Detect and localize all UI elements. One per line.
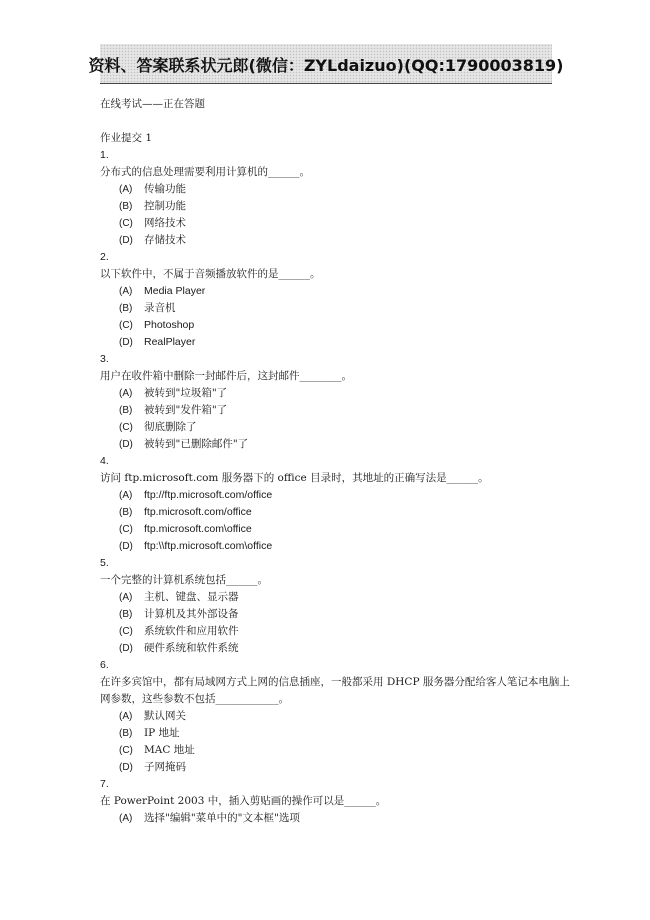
option-letter: (C): [119, 422, 133, 433]
option-letter: (D): [119, 235, 133, 246]
question-text: 访问 ftp.microsoft.com 服务器下的 office 目录时，其地址的正确写法是______。: [100, 472, 489, 484]
option-text: 彻底删除了: [144, 421, 197, 433]
question-number: 2.: [100, 251, 109, 263]
option-letter: (C): [119, 320, 133, 331]
option-d[interactable]: [100, 640, 570, 657]
option-b[interactable]: [100, 300, 570, 317]
banner-text: 资料、答案联系状元郎(微信：ZYLdaizuo)(QQ:1790003819): [88, 55, 564, 75]
question-5: [100, 555, 570, 657]
option-text: 主机、键盘、显示器: [144, 591, 239, 603]
question-text: 一个完整的计算机系统包括______。: [100, 574, 268, 586]
option-a[interactable]: [100, 487, 570, 504]
question-number: 4.: [100, 455, 109, 467]
section-title: 作业提交 1: [100, 132, 153, 144]
question-1: [100, 147, 570, 249]
option-text: 被转到"垃圾箱"了: [144, 387, 228, 399]
option-b[interactable]: [100, 504, 570, 521]
spacer: [100, 113, 570, 130]
option-letter: (A): [119, 813, 133, 824]
option-d[interactable]: [100, 436, 570, 453]
question-text: 在 PowerPoint 2003 中，插入剪贴画的操作可以是______。: [100, 795, 387, 807]
question-number: 1.: [100, 149, 109, 161]
question-text: 分布式的信息处理需要利用计算机的______。: [100, 166, 310, 178]
option-text: 选择"编辑"菜单中的"文本框"选项: [144, 812, 300, 824]
option-text: ftp://ftp.microsoft.com/office: [144, 489, 273, 501]
option-letter: (D): [119, 541, 133, 552]
question-2: [100, 249, 570, 351]
option-text: ftp:\\ftp.microsoft.com\office: [144, 540, 273, 552]
option-letter: (C): [119, 745, 133, 756]
option-a[interactable]: [100, 589, 570, 606]
question-3: [100, 351, 570, 453]
option-letter: (A): [119, 592, 133, 603]
option-d[interactable]: [100, 232, 570, 249]
question-number: 6.: [100, 659, 109, 671]
option-letter: (A): [119, 711, 133, 722]
question-number: 5.: [100, 557, 109, 569]
option-b[interactable]: [100, 198, 570, 215]
option-text: IP 地址: [144, 727, 180, 739]
banner-divider: [100, 83, 552, 84]
option-c[interactable]: [100, 742, 570, 759]
option-b[interactable]: [100, 402, 570, 419]
question-text: 以下软件中，不属于音频播放软件的是______。: [100, 268, 321, 280]
question-number: 3.: [100, 353, 109, 365]
option-text: 录音机: [144, 302, 176, 314]
option-a[interactable]: [100, 708, 570, 725]
option-c[interactable]: [100, 623, 570, 640]
option-letter: (D): [119, 762, 133, 773]
option-text: Media Player: [144, 285, 206, 297]
option-text: 被转到"已删除邮件"了: [144, 438, 249, 450]
option-letter: (B): [119, 507, 133, 518]
option-text: 硬件系统和软件系统: [144, 642, 239, 654]
option-text: 计算机及其外部设备: [144, 608, 239, 620]
option-letter: (B): [119, 609, 133, 620]
question-text: 在许多宾馆中，都有局域网方式上网的信息插座，一般都采用 DHCP 服务器分配给客人笔记本电脑上网参数，这些参数不包括____________。: [100, 676, 570, 705]
option-letter: (A): [119, 388, 133, 399]
question-7: [100, 776, 570, 827]
option-text: 网络技术: [144, 217, 186, 229]
option-text: 默认网关: [144, 710, 186, 722]
option-letter: (A): [119, 286, 133, 297]
option-letter: (D): [119, 337, 133, 348]
option-letter: (D): [119, 643, 133, 654]
option-text: 存储技术: [144, 234, 186, 246]
option-letter: (A): [119, 184, 133, 195]
option-d[interactable]: [100, 538, 570, 555]
option-letter: (C): [119, 218, 133, 229]
option-c[interactable]: [100, 317, 570, 334]
question-text: 用户在收件箱中删除一封邮件后，这封邮件________。: [100, 370, 352, 382]
option-b[interactable]: [100, 606, 570, 623]
option-text: Photoshop: [144, 319, 195, 331]
question-6: [100, 657, 570, 776]
page-title: 在线考试——正在答题: [100, 98, 205, 110]
option-letter: (B): [119, 201, 133, 212]
option-d[interactable]: [100, 759, 570, 776]
option-d[interactable]: [100, 334, 570, 351]
option-letter: (A): [119, 490, 133, 501]
option-c[interactable]: [100, 521, 570, 538]
option-text: 被转到"发件箱"了: [144, 404, 228, 416]
option-a[interactable]: [100, 810, 570, 827]
option-text: 系统软件和应用软件: [144, 625, 239, 637]
option-c[interactable]: [100, 215, 570, 232]
option-text: 子网掩码: [144, 761, 186, 773]
option-letter: (D): [119, 439, 133, 450]
option-b[interactable]: [100, 725, 570, 742]
option-text: RealPlayer: [144, 336, 196, 348]
question-number: 7.: [100, 778, 109, 790]
option-a[interactable]: [100, 385, 570, 402]
question-4: [100, 453, 570, 555]
option-letter: (C): [119, 626, 133, 637]
option-letter: (B): [119, 303, 133, 314]
option-letter: (B): [119, 405, 133, 416]
watermark-banner: [88, 44, 564, 84]
option-text: MAC 地址: [144, 744, 195, 756]
option-letter: (B): [119, 728, 133, 739]
option-a[interactable]: [100, 181, 570, 198]
option-text: ftp.microsoft.com/office: [144, 506, 252, 518]
option-c[interactable]: [100, 419, 570, 436]
option-a[interactable]: [100, 283, 570, 300]
option-text: 控制功能: [144, 200, 186, 212]
option-text: ftp.microsoft.com\office: [144, 523, 252, 535]
option-letter: (C): [119, 524, 133, 535]
exam-document: [100, 96, 570, 827]
option-text: 传输功能: [144, 183, 186, 195]
